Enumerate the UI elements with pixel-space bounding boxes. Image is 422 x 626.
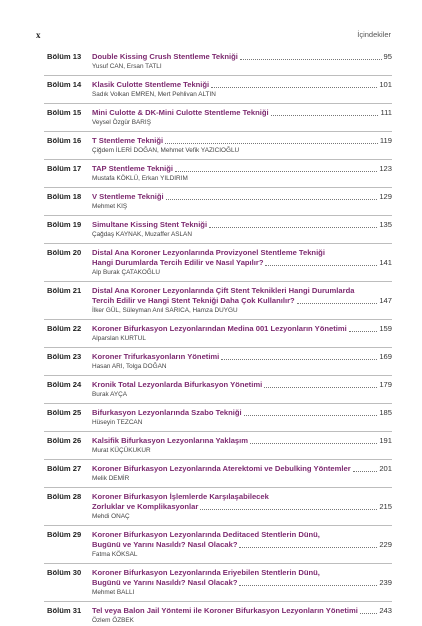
chapter-authors: Murat KÜÇÜKUKUR: [92, 447, 151, 454]
chapter-title-row: [92, 192, 392, 202]
page-reference[interactable]: 229: [379, 540, 392, 549]
page-reference[interactable]: 215: [379, 502, 392, 511]
page-reference[interactable]: 191: [379, 436, 392, 445]
chapter-number: Bölüm 29: [47, 530, 82, 539]
chapter-number: Bölüm 18: [47, 192, 82, 201]
chapter-number: Bölüm 26: [47, 436, 82, 445]
chapter-title[interactable]: Bugünü ve Yarını Nasıldı? Nasıl Olacak?: [92, 578, 238, 587]
chapter-authors: Çiğdem İLERİ DOĞAN, Mehmet Vefik YAZICIOĞLU: [92, 147, 240, 154]
dot-leader: [271, 115, 379, 116]
entry-divider: [44, 75, 392, 76]
toc-entry[interactable]: [0, 408, 422, 428]
chapter-authors: Alparslan KURTUL: [92, 335, 146, 342]
toc-entry[interactable]: [0, 492, 422, 522]
chapter-title[interactable]: Koroner Trifurkasyonların Yönetimi: [92, 352, 220, 361]
chapter-title-line: Koroner Bifurkasyon İşlemlerde Karşılaşabilecek: [92, 492, 269, 501]
toc-entry[interactable]: [0, 286, 422, 316]
page-reference[interactable]: 179: [379, 380, 392, 389]
chapter-number: Bölüm 15: [47, 108, 82, 117]
dot-leader: [239, 585, 377, 586]
dot-leader: [244, 415, 378, 416]
dot-leader: [353, 471, 378, 472]
chapter-number: Bölüm 31: [47, 606, 82, 615]
entry-divider: [44, 103, 392, 104]
dot-leader: [200, 509, 377, 510]
chapter-title-row: [92, 52, 392, 62]
page-reference[interactable]: 147: [379, 296, 392, 305]
chapter-title-line: Distal Ana Koroner Lezyonlarında Provizyonel Stentleme Tekniği: [92, 248, 325, 257]
entry-divider: [44, 215, 392, 216]
chapter-authors: Sadık Volkan EMREN, Mert Pehlivan ALTIN: [92, 91, 216, 98]
chapter-title[interactable]: Koroner Bifurkasyon Lezyonlarından Medina 001 Lezyonların Yönetimi: [92, 324, 347, 333]
chapter-title[interactable]: Bugünü ve Yarını Nasıldı? Nasıl Olacak?: [92, 540, 238, 549]
dot-leader: [240, 59, 382, 60]
chapter-title[interactable]: V Stentleme Tekniği: [92, 192, 164, 201]
dot-leader: [264, 387, 377, 388]
entry-divider: [44, 403, 392, 404]
toc-entry[interactable]: [0, 164, 422, 184]
chapter-authors: Veysel Özgür BARIŞ: [92, 119, 151, 126]
page-reference[interactable]: 129: [379, 192, 392, 201]
toc-entry[interactable]: [0, 108, 422, 128]
toc-entry[interactable]: [0, 192, 422, 212]
dot-leader: [250, 443, 377, 444]
page-header: [36, 30, 391, 42]
chapter-number: Bölüm 17: [47, 164, 82, 173]
chapter-number: Bölüm 24: [47, 380, 82, 389]
chapter-authors: Özlem ÖZBEK: [92, 617, 134, 624]
chapter-title[interactable]: Koroner Bifurkasyon Lezyonlarında Aterektomi ve Debulking Yöntemler: [92, 464, 351, 473]
entry-divider: [44, 243, 392, 244]
chapter-title-row: [92, 606, 392, 616]
page-reference[interactable]: 111: [380, 108, 392, 117]
chapter-number: Bölüm 25: [47, 408, 82, 417]
entry-divider: [44, 159, 392, 160]
chapter-authors: Hüseyin TEZCAN: [92, 419, 143, 426]
chapter-authors: Burak AYÇA: [92, 391, 128, 398]
toc-entry[interactable]: [0, 136, 422, 156]
dot-leader: [165, 143, 378, 144]
chapter-number: Bölüm 21: [47, 286, 82, 295]
page-reference[interactable]: 101: [379, 80, 392, 89]
dot-leader: [349, 331, 378, 332]
entry-divider: [44, 131, 392, 132]
entry-divider: [44, 525, 392, 526]
page-reference[interactable]: 123: [379, 164, 392, 173]
toc-entry[interactable]: [0, 352, 422, 372]
dot-leader: [211, 87, 377, 88]
chapter-title[interactable]: Kalsifik Bifurkasyon Lezyonlarına Yaklaşım: [92, 436, 249, 445]
chapter-authors: Alp Burak ÇATAKOĞLU: [92, 269, 160, 276]
chapter-title[interactable]: TAP Stentleme Tekniği: [92, 164, 174, 173]
chapter-title[interactable]: Simultane Kissing Stent Tekniği: [92, 220, 208, 229]
chapter-title-row: [92, 436, 392, 446]
chapter-authors: Yusuf CAN, Ersan TATLI: [92, 63, 162, 70]
chapter-title[interactable]: Bifurkasyon Lezyonlarında Szabo Tekniği: [92, 408, 242, 417]
chapter-title-row: [92, 220, 392, 230]
entry-divider: [44, 375, 392, 376]
toc-entry[interactable]: [0, 380, 422, 400]
dot-leader: [166, 199, 378, 200]
table-of-contents: [0, 52, 422, 626]
entry-divider: [44, 563, 392, 564]
entry-divider: [44, 601, 392, 602]
chapter-title-row: [92, 258, 392, 268]
dot-leader: [175, 171, 377, 172]
chapter-title-row: [92, 352, 392, 362]
chapter-title-row: [92, 578, 392, 588]
chapter-number: Bölüm 27: [47, 464, 82, 473]
page-number: x: [36, 30, 41, 40]
toc-entry[interactable]: [0, 324, 422, 344]
chapter-authors: Melik DEMİR: [92, 475, 130, 482]
chapter-title[interactable]: Double Kissing Crush Stentleme Tekniği: [92, 52, 238, 61]
entry-divider: [44, 459, 392, 460]
dot-leader: [297, 303, 378, 304]
chapter-title-row: [92, 540, 392, 550]
entry-divider: [44, 487, 392, 488]
chapter-authors: Mustafa KÖKLÜ, Erkan YILDIRIM: [92, 175, 188, 182]
chapter-number: Bölüm 22: [47, 324, 82, 333]
entry-divider: [44, 319, 392, 320]
page-reference[interactable]: 135: [379, 220, 392, 229]
chapter-title-line: Koroner Bifurkasyon Lezyonlarında Deditaced Stentlerin Dünü,: [92, 530, 320, 539]
chapter-number: Bölüm 23: [47, 352, 82, 361]
dot-leader: [265, 265, 377, 266]
chapter-title-row: [92, 136, 392, 146]
chapter-authors: Çağdaş KAYNAK, Muzaffer ASLAN: [92, 231, 192, 238]
entry-divider: [44, 431, 392, 432]
chapter-number: Bölüm 20: [47, 248, 82, 257]
chapter-title-row: [92, 80, 392, 90]
page-reference[interactable]: 201: [379, 464, 392, 473]
chapter-title-row: [92, 324, 392, 334]
chapter-title[interactable]: Hangi Durumlarda Tercih Edilir ve Nasıl Yapılır?: [92, 258, 264, 267]
entry-divider: [44, 187, 392, 188]
chapter-number: Bölüm 28: [47, 492, 82, 501]
page-reference[interactable]: 159: [379, 324, 392, 333]
chapter-authors: Fatma KÖKSAL: [92, 551, 138, 558]
chapter-number: Bölüm 19: [47, 220, 82, 229]
toc-entry[interactable]: [0, 568, 422, 598]
toc-entry[interactable]: [0, 530, 422, 560]
chapter-authors: Mehdi ONAÇ: [92, 513, 130, 520]
chapter-title[interactable]: Kronik Total Lezyonlarda Bifurkasyon Yönetimi: [92, 380, 263, 389]
chapter-authors: İlker GÜL, Süleyman Anıl SARICA, Hamza DUYGU: [92, 307, 238, 314]
toc-entry[interactable]: [0, 248, 422, 278]
entry-divider: [44, 347, 392, 348]
chapter-number: Bölüm 13: [47, 52, 82, 61]
chapter-title-row: [92, 408, 392, 418]
toc-entry[interactable]: [0, 220, 422, 240]
toc-entry[interactable]: [0, 606, 422, 626]
page-reference[interactable]: 141: [379, 258, 392, 267]
chapter-authors: Mehmet KIŞ: [92, 203, 128, 210]
chapter-title-row: [92, 108, 392, 118]
chapter-authors: Hasan ARI, Tolga DOĞAN: [92, 363, 167, 370]
dot-leader: [221, 359, 377, 360]
chapter-title-line: Koroner Bifurkasyon Lezyonlarında Eriyebilen Stentlerin Dünü,: [92, 568, 320, 577]
chapter-title-row: [92, 380, 392, 390]
dot-leader: [209, 227, 377, 228]
toc-entry[interactable]: [0, 80, 422, 100]
chapter-authors: Mehmet BALLI: [92, 589, 135, 596]
page-reference[interactable]: 169: [379, 352, 392, 361]
chapter-title[interactable]: Klasik Culotte Stentleme Tekniği: [92, 80, 210, 89]
chapter-number: Bölüm 16: [47, 136, 82, 145]
running-head: İçindekiler: [357, 30, 391, 39]
chapter-title-row: [92, 502, 392, 512]
chapter-title[interactable]: Tercih Edilir ve Hangi Stent Tekniği Daha Çok Kullanılır?: [92, 296, 295, 305]
chapter-title-line: Distal Ana Koroner Lezyonlarında Çift Stent Teknikleri Hangi Durumlarda: [92, 286, 355, 295]
page-reference[interactable]: 239: [379, 578, 392, 587]
page-reference[interactable]: 95: [383, 52, 392, 61]
dot-leader: [360, 613, 377, 614]
page-reference[interactable]: 119: [379, 136, 392, 145]
page-reference[interactable]: 243: [379, 606, 392, 615]
chapter-title[interactable]: Mini Culotte & DK-Mini Culotte Stentleme Tekniği: [92, 108, 269, 117]
toc-entry[interactable]: [0, 464, 422, 484]
chapter-title-row: [92, 164, 392, 174]
entry-divider: [44, 281, 392, 282]
dot-leader: [239, 547, 377, 548]
chapter-number: Bölüm 14: [47, 80, 82, 89]
chapter-number: Bölüm 30: [47, 568, 82, 577]
chapter-title[interactable]: Zorluklar ve Komplikasyonlar: [92, 502, 199, 511]
chapter-title-row: [92, 296, 392, 306]
chapter-title-row: [92, 464, 392, 474]
toc-entry[interactable]: [0, 436, 422, 456]
chapter-title[interactable]: Tel veya Balon Jail Yöntemi ile Koroner Bifurkasyon Lezyonların Yönetimi: [92, 606, 358, 615]
toc-entry[interactable]: [0, 52, 422, 72]
page-reference[interactable]: 185: [379, 408, 392, 417]
chapter-title[interactable]: T Stentleme Tekniği: [92, 136, 164, 145]
